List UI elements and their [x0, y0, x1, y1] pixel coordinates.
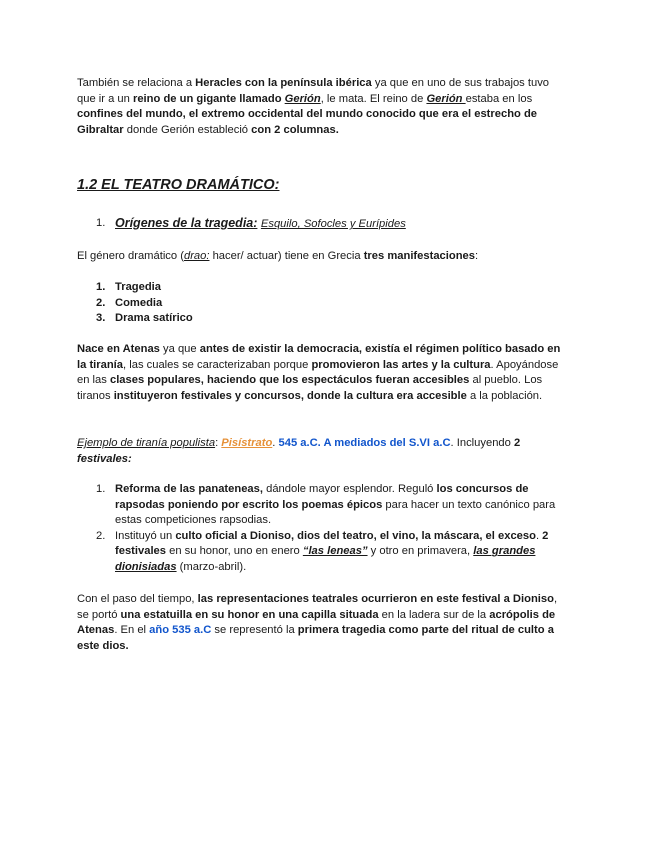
bold-text: tres manifestaciones: [363, 250, 475, 262]
text: .: [535, 529, 543, 542]
list-number: 2.: [96, 296, 106, 309]
authors-text: Esquilo, Sofocles y Eurípides: [260, 218, 406, 230]
text: dándole mayor esplendor. Reguló: [262, 483, 437, 495]
text: , las cuales se caracterizaban porque: [123, 358, 312, 371]
drao-term: drao:: [183, 250, 210, 262]
text: (marzo-abril).: [176, 560, 247, 573]
genre-label: Drama satírico: [115, 312, 193, 325]
section-title: 1.2 EL TEATRO DRAMÁTICO:: [77, 177, 280, 193]
text: para hacer un texto canónico para estas competiciones rapsodias.: [115, 498, 556, 527]
text: hacer/ actuar) tiene en Grecia: [209, 250, 364, 262]
text: :: [215, 437, 222, 449]
list-number: 1.: [96, 281, 106, 293]
bold-text: primera tragedia como parte del ritual de culto a este dios.: [77, 624, 554, 652]
genres-list: [77, 280, 567, 327]
bold-text: confines del mundo, el extremo occidental del mundo conocido que era el estrecho de Gibraltar: [77, 108, 538, 136]
text: estaba en los: [465, 92, 533, 105]
text: . Apoyándose en las: [77, 358, 559, 387]
bold-text: antes de existir la democracia, existía el régimen político basado en la tiranía: [77, 343, 561, 371]
example-label: Ejemplo de tiranía populista: [77, 437, 216, 449]
bold-text: con 2 columnas.: [251, 123, 339, 136]
text: , le mata. El reino de: [320, 92, 427, 105]
text: se representó la: [211, 624, 298, 637]
date-text: 545 a.C. A mediados del S.VI a.C: [278, 437, 451, 449]
bold-text: promovieron las artes y la cultura: [311, 358, 491, 371]
text: .: [272, 437, 279, 449]
festivales-label: festivales:: [77, 452, 132, 465]
paragraph-pisistrato: [77, 436, 567, 467]
dionisiadas-term: las grandes dionisiadas: [115, 545, 536, 573]
list-number: 3.: [96, 312, 106, 325]
text: y otro en primavera,: [367, 545, 474, 558]
bold-text: Heracles con la península ibérica: [195, 77, 372, 89]
bold-text: las representaciones teatrales ocurrieron en este festival a Dioniso: [197, 593, 554, 605]
bold-text: 2 festivales: [115, 529, 549, 558]
bold-text: 2: [513, 437, 521, 449]
text: :: [475, 250, 479, 262]
bold-text: Reforma de las panateneas,: [115, 483, 263, 495]
list-item: [77, 529, 567, 576]
bold-text: culto oficial a Dioniso, dios del teatro, el vino, la máscara, el exceso: [175, 529, 536, 542]
origins-item: [77, 216, 597, 233]
leneas-term: “las leneas”: [302, 545, 368, 558]
text: en su honor, uno en enero: [166, 545, 303, 558]
paragraph-dioniso: [77, 592, 567, 654]
text: ya que: [159, 343, 200, 355]
pisistrato-term: Pisístrato: [221, 437, 273, 449]
text: También se relaciona a: [77, 77, 196, 89]
text: donde Gerión estableció: [123, 123, 252, 136]
list-item: [77, 311, 567, 327]
bold-text: Nace en Atenas: [77, 343, 160, 355]
text: Instituyó un: [115, 529, 176, 542]
text: a la población.: [466, 389, 543, 402]
genre-label: Comedia: [115, 296, 163, 309]
gerion-term: Gerión: [426, 92, 466, 105]
paragraph-atenas: [77, 342, 567, 404]
list-number: 1.: [96, 483, 106, 495]
paragraph-genero: [77, 249, 567, 265]
list-item: [77, 296, 567, 312]
list-number: 1.: [96, 217, 106, 229]
bold-text: acrópolis de Atenas: [77, 608, 556, 637]
text: Con el paso del tiempo,: [77, 593, 198, 605]
list-item: [77, 482, 567, 529]
list-number: 2.: [96, 529, 106, 542]
bold-text: clases populares, haciendo que los espectáculos fueran accesibles: [109, 374, 470, 387]
origins-heading: Orígenes de la tragedia:: [115, 216, 258, 230]
reforms-list: [77, 482, 567, 576]
genre-label: Tragedia: [115, 281, 162, 293]
bold-text: reino de un gigante llamado: [132, 92, 285, 105]
text: ya que en uno de sus trabajos tuvo que ir a un: [77, 77, 550, 105]
text: El género dramático (: [77, 250, 184, 262]
text: al pueblo. Los tiranos: [77, 374, 543, 402]
text: . Incluyendo: [450, 437, 514, 449]
text: . En el: [114, 624, 150, 637]
bold-text: una estatuilla en su honor en una capilla situada: [120, 608, 379, 621]
text: , se portó: [77, 593, 558, 621]
year-text: año 535 a.C: [149, 624, 212, 637]
gerion-term: Gerión: [284, 92, 321, 105]
list-item: [77, 280, 567, 296]
text: en la ladera sur de la: [378, 608, 490, 621]
paragraph-heracles: [77, 76, 567, 138]
bold-text: instituyeron festivales y concursos, donde la cultura era accesible: [113, 389, 467, 402]
bold-text: los concursos de rapsodas poniendo por escrito los poemas épicos: [115, 483, 529, 511]
